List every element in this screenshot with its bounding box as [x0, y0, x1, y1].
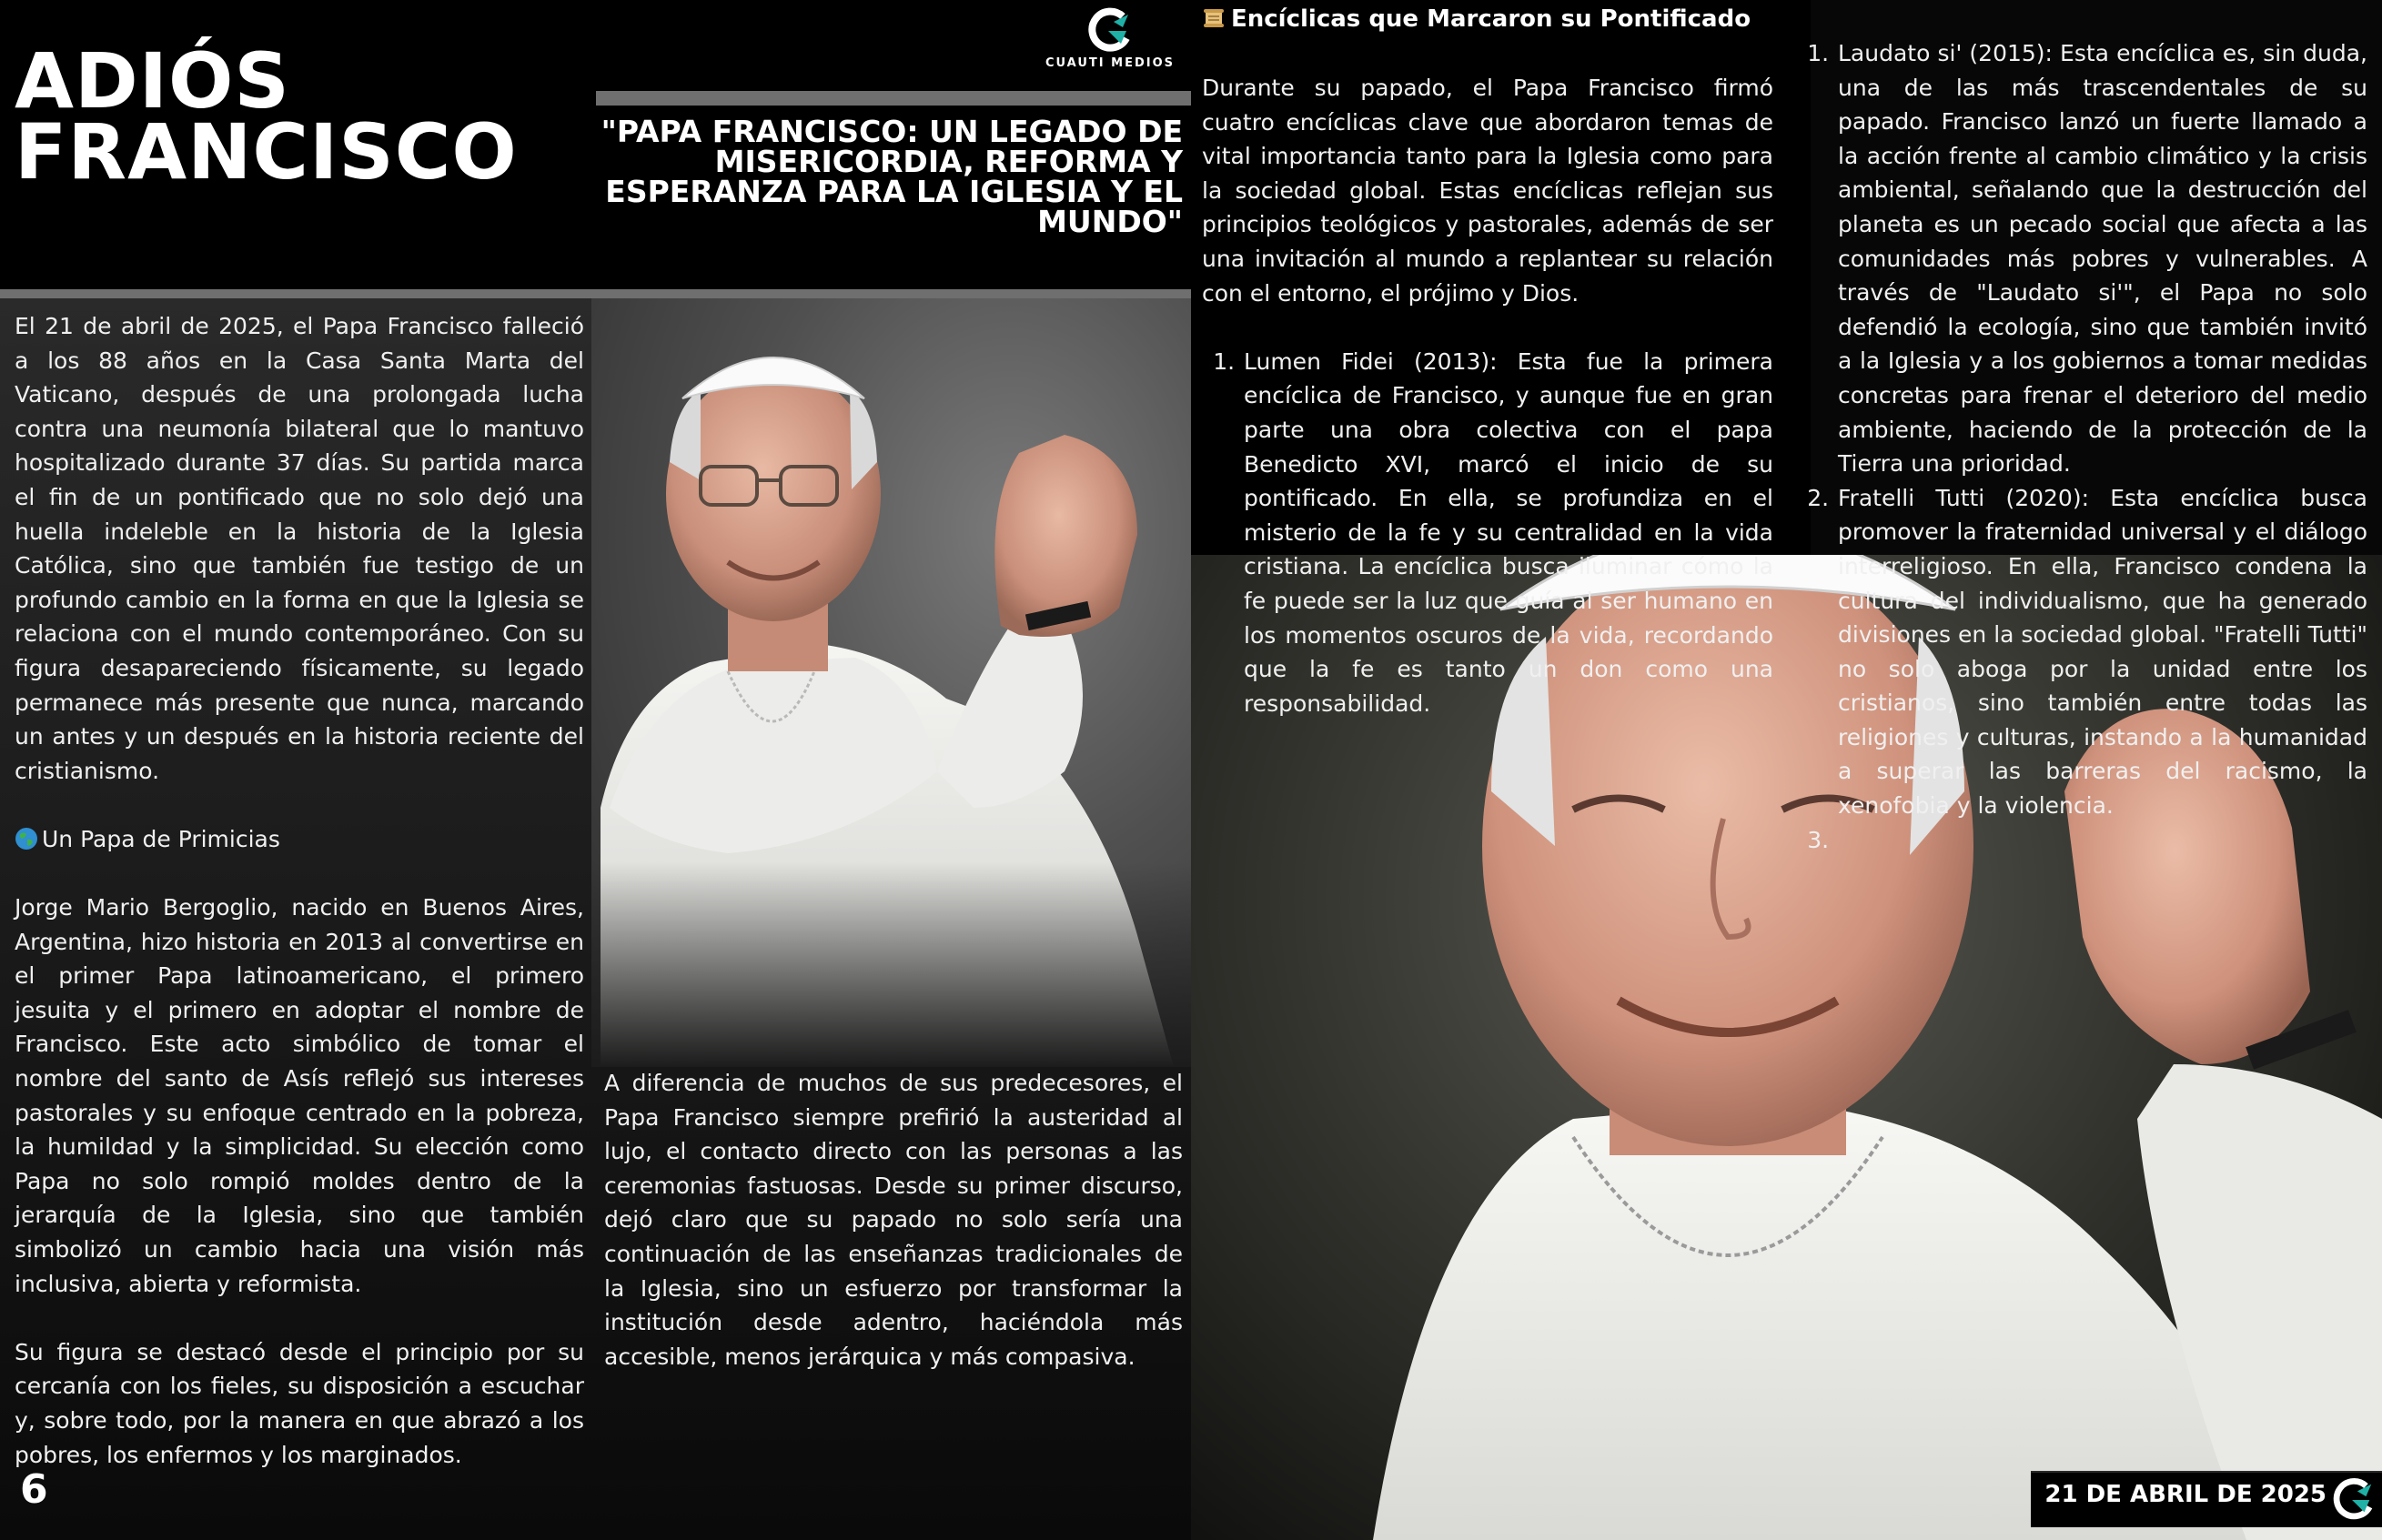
encyclicals-list-continued — [1796, 36, 2367, 857]
encyclicals-intro: Durante su papado, el Papa Francisco firmó cuatro encíclicas clave que abordaron temas de vital importancia tanto para la Iglesia como para la sociedad global. Estas encíclicas reflejan sus principios teológicos y pastorales, además de ser una invitación al mundo a replantear su relación con el entorno, el prójimo y Dios. — [1202, 75, 1773, 307]
page-subtitle: "PAPA FRANCISCO: UN LEGADO DE MISERICORDIA, REFORMA Y ESPERANZA PARA LA IGLESIA Y EL MUNDO" — [601, 114, 1183, 239]
header-rule — [596, 91, 1191, 106]
cuauti-logo-icon — [1086, 7, 1134, 53]
publication-date: 21 DE ABRIL DE 2025 — [2044, 1481, 2326, 1508]
cuauti-logo-small — [2331, 1474, 2377, 1525]
article-paragraph: El 21 de abril de 2025, el Papa Francisco falleció a los 88 años en la Casa Santa Marta del Vaticano, después de una prolongada lucha contra una neumonía bilateral que lo mantuvo hospitalizado durante 37 días. Su partida marca el fin de un pontificado que no solo dejó una huella indeleble en la historia de la Iglesia Católica, sino que también fue testigo de un profundo cambio en la forma en que la Iglesia se relaciona con el mundo contemporáneo. Con su figura desapareciendo físicamente, su legado permanece más presente que nunca, marcando un antes y un después en la historia reciente del cristianismo. — [15, 313, 584, 784]
scroll-icon — [1202, 6, 1226, 30]
list-item: 1. Laudato si' (2015): Esta encíclica es, sin duda, una de las más trascendentales de su papado. Francisco lanzó un fuerte llamado a la acción frente al cambio climático y la crisis ambiental, señalando que la destrucción del planeta es un pecado social que afecta a las comunidades más pobres y vulnerables. A través de "Laudato si'", el Papa no solo defendió la ecología, sino que también invitó a la Iglesia y a los gobiernos a tomar medidas concretas para frenar el deterioro del medio ambiente, haciendo de la protección de la Tierra una prioridad. — [1836, 36, 2367, 481]
list-item-empty — [1836, 823, 2367, 858]
cuauti-logo-small-icon — [2331, 1474, 2377, 1525]
section-heading-text: Un Papa de Primicias — [42, 825, 280, 852]
globe-icon — [15, 827, 38, 851]
article-column-2 — [604, 1066, 1183, 1408]
pope-photo-waving — [591, 298, 1191, 1067]
section-heading — [15, 822, 584, 857]
page-number: 6 — [20, 1466, 48, 1513]
article-column-3 — [1202, 71, 1773, 720]
logo-text: CUAUTI MEDIOS — [1045, 56, 1175, 70]
encyclicals-heading-text: Encíclicas que Marcaron su Pontificado — [1231, 5, 1751, 33]
cuauti-logo — [1037, 7, 1183, 82]
list-item: 2. Fratelli Tutti (2020): Esta encíclica busca promover la fraternidad universal y el diálogo interreligioso. En ella, Francisco condena la cultura del individualismo, que ha generado divisiones en la sociedad global. "Fratelli Tutti" no solo aboga por la unidad entre los cristianos, sino también entre todas las religiones y culturas, instando a la humanidad a superar las barreras del racismo, la xenofobia y la violencia. — [1836, 481, 2367, 823]
article-paragraph: A diferencia de muchos de sus predecesores, el Papa Francisco siempre prefirió la austeridad al lujo, el contacto directo con las personas a las ceremonias fastuosas. Desde su primer discurso, dejó claro que su papado no solo sería una continuación de las enseñanzas tradicionales de la Iglesia, sino un esfuerzo por transformar la institución desde adentro, haciéndola más accesible, menos jerárquica y más compasiva. — [604, 1070, 1183, 1370]
article-column-1 — [15, 309, 584, 1506]
article-paragraph: Su figura se destacó desde el principio por su cercanía con los fieles, su disposición a escuchar y, sobre todo, por la manera en que abrazó a los pobres, los enfermos y los marginados. — [15, 1338, 584, 1468]
article-paragraph: Jorge Mario Bergoglio, nacido en Buenos Aires, Argentina, hizo historia en 2013 al convertirse en el primer Papa latinoamericano, el primero jesuita y el primero en adoptar el nombre de Francisco. Este acto simbólico de tomar el nombre del santo de Asís reflejó sus intereses pastorales y su enfoque centrado en la pobreza, la humildad y la simplicidad. Su elección como Papa no solo rompió moldes dentro de la jerarquía de la Iglesia, sino que también simbolizó un cambio hacia una visión más inclusiva, abierta y reformista. — [15, 894, 584, 1297]
page-title: ADIÓS FRANCISCO — [15, 36, 518, 196]
encyclicals-list — [1202, 345, 1773, 721]
encyclicals-heading — [1202, 5, 1839, 33]
list-item: 1. Lumen Fidei (2013): Esta fue la primera encíclica de Francisco, y aunque fue en gran parte una obra colectiva con el papa Benedicto XVI, marcó el inicio de su pontificado. En ella, se profundiza en el misterio de la fe y su centralidad en la vida cristiana. La encíclica busca iluminar cómo la fe puede ser la luz que guía al ser humano en los momentos oscuros de la vida, recordando que la fe es tanto un don como una responsabilidad. — [1242, 345, 1773, 721]
section-rule — [0, 289, 1191, 298]
article-column-4 — [1796, 36, 2367, 857]
